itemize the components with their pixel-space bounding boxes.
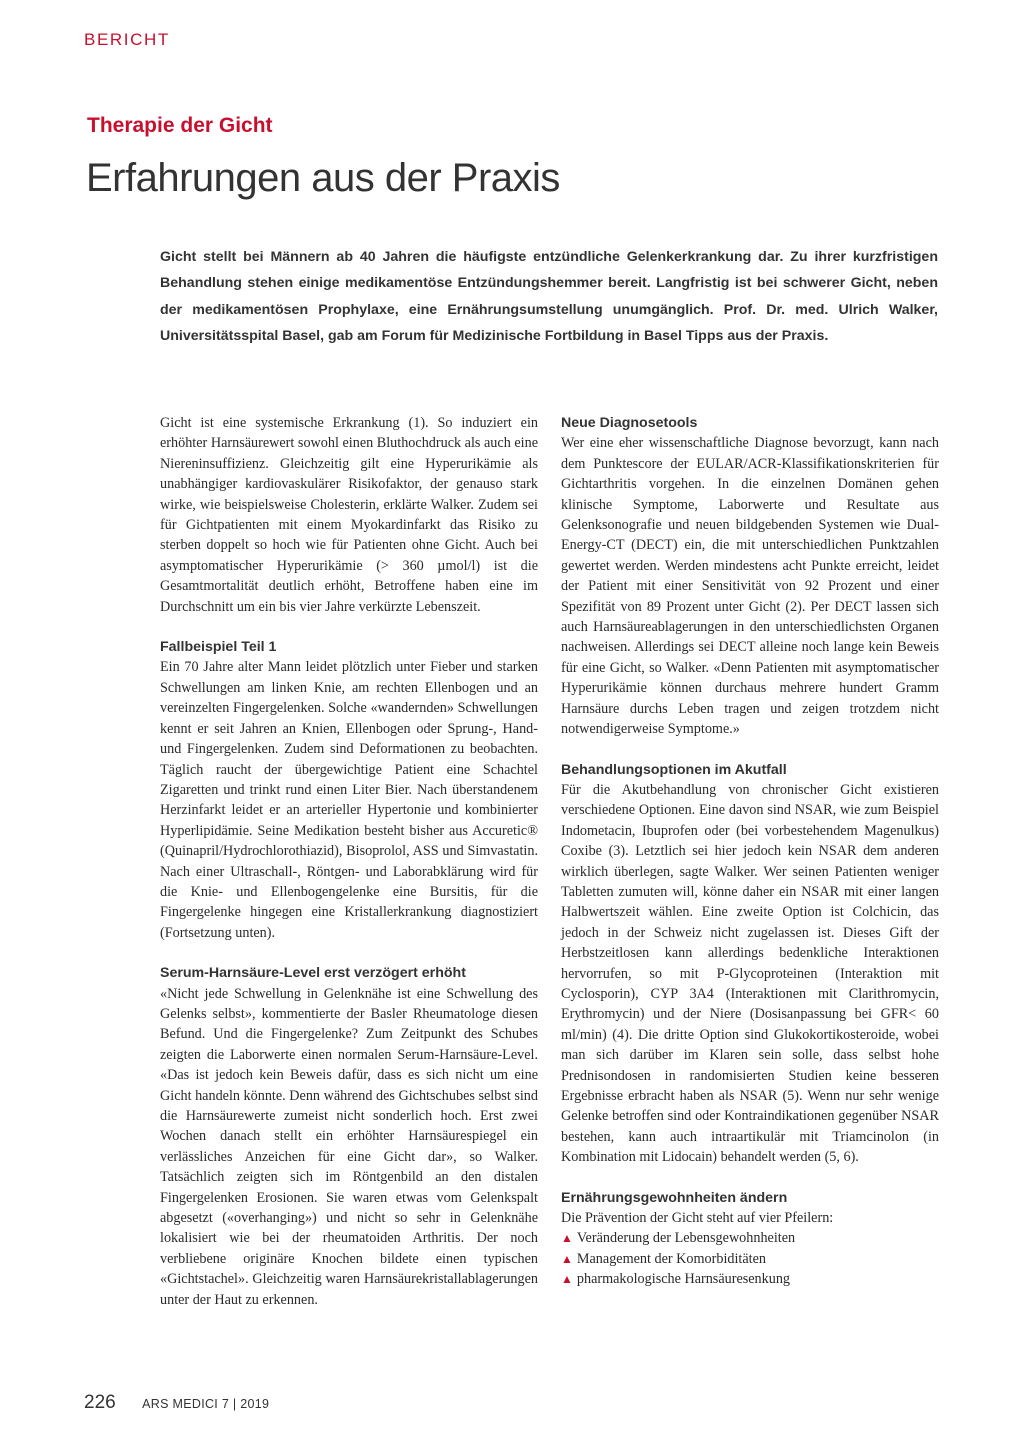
article-title: Erfahrungen aus der Praxis xyxy=(86,156,560,200)
behandlungsoptionen-paragraph: Für die Akutbehandlung von chronischer Gicht existieren verschiedene Optionen. Eine davon sind NSAR, wie zum Beispiel Indometacin, Ibuprofen oder (bei vorbestehendem Magenulkus) Coxibe (3). Letztlich sei hier jedoch kein NSAR dem anderen wirklich überlegen, sagte Walker. Wer seinen Patienten weniger Tabletten zumuten will, könne daher ein NSAR mit einer langen Halbwertszeit wählen. Eine zweite Option ist Colchicin, das jedoch in der Schweiz nicht zugelassen ist. Dieses Gift der Herbstzeitlosen kann allerdings bedenkliche Interaktionen hervorrufen, so mit P-Glycoproteinen (Interaktion mit Cyclosporin), CYP 3A4 (Interaktionen mit Clarithromycin, Erythromycin) und der Niere (Dosisanpassung bei GFR< 60 ml/min) (4). Die dritte Option sind Glukokortikosteroide, wobei man sich darüber im Klaren sein solle, dass selbst hohe Prednisondosen in randomisierten Studien keine besseren Ergebnisse erbracht haben als NSAR (5). Wenn nur sehr wenige Gelenke betroffen sind oder Kontraindikationen gegenüber NSAR bestehen, kann auch intraartikulär mit Triamcinolon (in Kombination mit Lidocain) behandelt werden (5, 6). xyxy=(561,781,939,1166)
praevention-list xyxy=(561,1228,939,1289)
heading-fallbeispiel: Fallbeispiel Teil 1 xyxy=(160,639,277,656)
fallbeispiel-paragraph: Ein 70 Jahre alter Mann leidet plötzlich unter Fieber und starken Schwellungen am linken Knie, am rechten Ellenbogen und an vereinzelten Fingergelenken. Solche «wandernden» Schwellungen kennt er seit Jahren an Knien, Ellenbogen oder Sprung-, Hand- und Fingergelenken. Zudem sind Deformationen zu beobachten. Täglich raucht der übergewichtige Patient eine Schachtel Zigaretten und trinkt rund einen Liter Bier. Nach überstandenem Herzinfarkt leidet er an arterieller Hypertonie und kombinierter Hyperlipidämie. Seine Medikation besteht bisher aus Accuretic® (Quinapril/Hydrochlorothiazid), Bisoprolol, ASS und Simvastatin. Nach einer Ultraschall-, Röntgen- und Laborabklärung wird für die Knie- und Ellenbogengelenke eine Bursitis, für die Fingergelenke hingegen eine Kristallerkrankung diagnostiziert (Fortsetzung unten). xyxy=(160,659,538,941)
triangle-bullet-icon: ▲ xyxy=(561,1251,573,1266)
left-column xyxy=(160,413,538,1310)
triangle-bullet-icon: ▲ xyxy=(561,1231,573,1246)
right-column xyxy=(561,413,939,1290)
section-rubric: BERICHT xyxy=(84,30,170,49)
page-footer xyxy=(84,1392,269,1414)
list-item-text: Management der Komorbiditäten xyxy=(576,1250,766,1267)
ernaehrung-intro: Die Prävention der Gicht steht auf vier Pfeilern: xyxy=(561,1210,834,1227)
list-item-text: pharmakologische Harnsäuresenkung xyxy=(576,1271,791,1288)
heading-ernaehrung: Ernährungsgewohnheiten ändern xyxy=(561,1189,788,1206)
list-item xyxy=(561,1249,939,1269)
heading-serum-harnsaeure: Serum-Harnsäure-Level erst verzögert erhöht xyxy=(160,965,466,982)
intro-paragraph: Gicht ist eine systemische Erkrankung (1). So induziert ein erhöhter Harnsäurewert sowohl einen Bluthochdruck als auch eine Niereninsuffizienz. Gleichzeitig gilt eine Hyperurikämie als unabhängiger kardiovaskulärer Risikofaktor, der genauso stark wirke, wie beispielsweise Cholesterin, erklärte Walker. Zudem sei für Gichtpatienten mit einem Myokardinfarkt das Risiko zu sterben doppelt so hoch wie für Patienten ohne Gicht. Auch bei asymptomatischer Hyperurikämie (> 360 µmol/l) ist die Gesamtmortalität deutlich erhöht, Betroffene haben eine im Durchschnitt um ein bis vier Jahre verkürzte Lebenszeit. xyxy=(160,415,538,615)
heading-diagnosetools: Neue Diagnosetools xyxy=(561,415,698,431)
list-item xyxy=(561,1269,939,1289)
article-lead: Gicht stellt bei Männern ab 40 Jahren die häufigste entzündliche Gelenkerkrankung dar. Zu ihrer kurzfristigen Behandlung stehen einige medikamentöse Entzündungshemmer bereit. Langfristig ist bei schwerer Gicht, neben der medikamentösen Prophylaxe, eine Ernährungsumstellung unumgänglich. Prof. Dr. med. Ulrich Walker, Universitätsspital Basel, gab am Forum für Medizinische Fortbildung in Basel Tipps aus der Praxis. xyxy=(160,249,938,345)
list-item-text: Veränderung der Lebensgewohnheiten xyxy=(576,1230,796,1247)
serum-harnsaeure-paragraph: «Nicht jede Schwellung in Gelenknähe ist eine Schwellung des Gelenks selbst», kommentierte der Basler Rheumatologe diesen Befund. Und die Fingergelenke? Zum Zeitpunkt des Schubes zeigten die Laborwerte einen normalen Serum-Harnsäure-Level. «Das ist jedoch kein Beweis dafür, dass es sich nicht um eine Gicht handeln könnte. Denn während des Gichtschubes selbst sind die Harnsäurewerte zumeist nicht sonderlich hoch. Erst zwei Wochen danach stellt ein erhöhter Harnsäurespiegel ein verlässliches Anzeichen für eine Gicht dar», so Walker. Tatsächlich zeigten sich im Röntgenbild an den distalen Fingergelenken Erosionen. Sie waren etwas vom Gelenkspalt abgesetzt («overhanging») und nicht so sehr in Gelenknähe lokalisiert wie bei der rheumatoiden Arthritis. Der noch verbliebene originäre Knochen bildete einen typischen «Gichtstachel». Gleichzeitig waren Harnsäurekristallablagerungen unter der Haut zu erkennen. xyxy=(160,985,538,1308)
list-item xyxy=(561,1228,939,1248)
triangle-bullet-icon: ▲ xyxy=(561,1272,573,1287)
journal-issue: ARS MEDICI 7 | 2019 xyxy=(142,1397,270,1411)
page-number: 226 xyxy=(84,1392,116,1413)
heading-behandlungsoptionen: Behandlungsoptionen im Akutfall xyxy=(561,761,787,778)
article-kicker: Therapie der Gicht xyxy=(87,114,273,137)
diagnosetools-paragraph: Wer eine eher wissenschaftliche Diagnose bevorzugt, kann nach dem Punktescore der EULAR/ACR-Klassifikationskriterien für Gichtarthritis vorgehen. In die einzelnen Domänen gehen klinische Symptome, Laborwerte und Resultate aus Gelenksonografie und neuen bildgebenden Systemen wie Dual-Energy-CT (DECT) ein, die mit unterschiedlichen Punktzahlen gewertet werden. Werden mindestens acht Punkte erreicht, leidet der Patient mit einer Sensitivität von 92 Prozent und einer Spezifität von 89 Prozent unter Gicht (2). Per DECT lassen sich auch Harnsäureablagerungen in den unterschiedlichsten Organen nachweisen. Allerdings sei DECT alleine noch lange kein Beweis für eine Gicht, so Walker. «Denn Patienten mit asymptomatischer Hyperurikämie können durchaus mehrere hundert Gramm Harnsäure durchs Leben tragen und zeigen trotzdem nicht notwendigerweise Symptome.» xyxy=(561,435,939,738)
